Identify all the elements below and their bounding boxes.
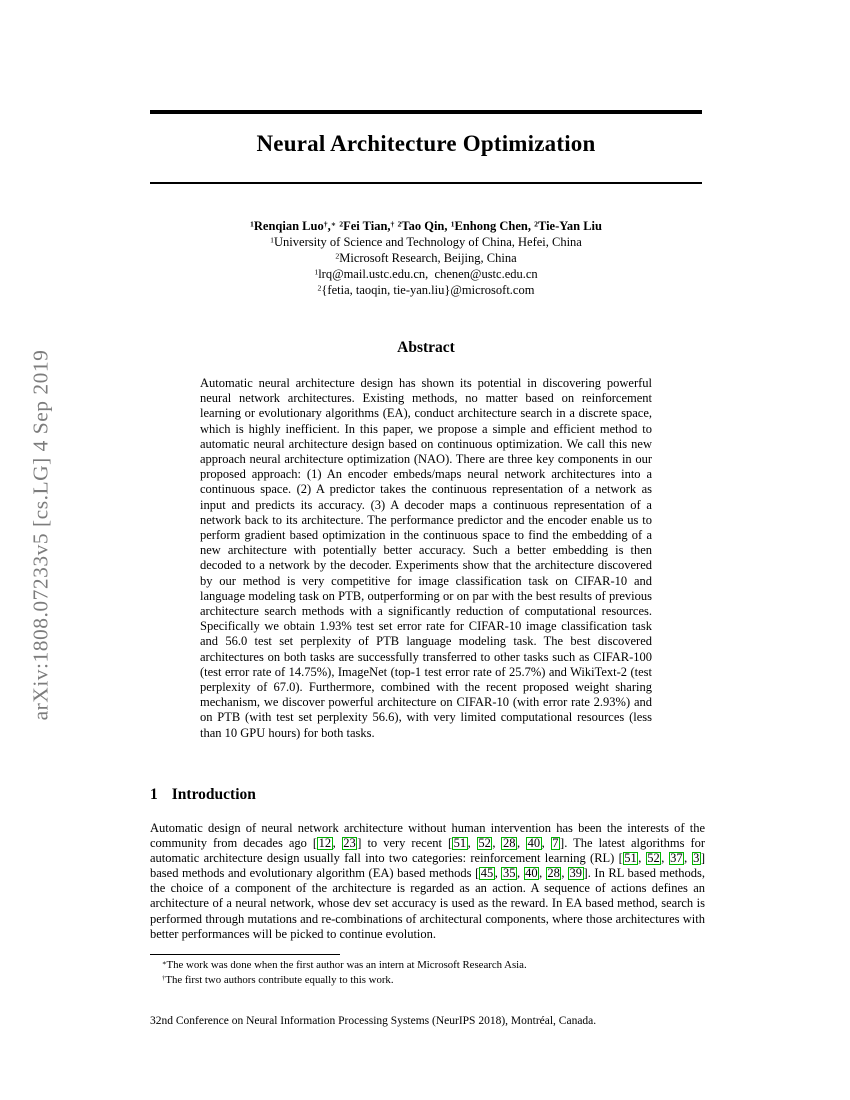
authors-line: $^1$Renqian Luo†,∗ $^2$Fei Tian,† $^2$Tao Qin, $^1$Enhong Chen, $^2$Tie-Yan Liu xyxy=(250,219,602,233)
citation-link[interactable]: 7 xyxy=(552,836,559,851)
footnote-intern: ∗The work was done when the first author was an intern at Microsoft Research Asia. xyxy=(162,959,527,971)
citation-link[interactable]: 51 xyxy=(453,836,467,851)
citation-link[interactable]: 40 xyxy=(527,836,541,851)
section-number: 1 xyxy=(150,786,158,803)
citation-link[interactable]: 39 xyxy=(569,866,583,881)
footnote-rule xyxy=(150,954,340,955)
author-block xyxy=(150,218,702,298)
citation-link[interactable]: 23 xyxy=(343,836,356,851)
intro-paragraph: Automatic design of neural network architecture without human intervention has been the interests of the community from decades ago [ 12 , 23 ] to very recent [ 51 , 52 , 28 , 40 , 7 ]. The latest algorithms for automatic architecture design usually fall into two categories: reinforcement learning (RL) [ 51 , 52 , 37 , 3 ] based methods and evolutionary algorithm (EA) based methods [ 45 , 35 , 40 , 28 , 39 ]. In RL based methods, the choice of a component of the architecture is regarded as an action. A sequence of actions defines an architecture of a neural network, whose dev set accuracy is used as the reward. In EA based method, search is performed through mutations and re-combinations of architectural components, where those architectures with better performances will be picked to continue evolution. xyxy=(150,821,706,941)
citation-link[interactable]: 3 xyxy=(693,851,700,866)
title-rule-top xyxy=(150,110,702,114)
section-heading-introduction xyxy=(150,786,702,804)
abstract-heading: Abstract xyxy=(397,339,455,356)
citation-link[interactable]: 51 xyxy=(624,851,637,866)
conference-footer: 32nd Conference on Neural Information Processing Systems (NeurIPS 2018), Montréal, Canada. xyxy=(150,1015,597,1027)
citation-link[interactable]: 12 xyxy=(318,836,332,851)
author-emails-microsoft: $^2${fetia, taoqin, tie-yan.liu}@microsoft.com xyxy=(317,283,535,297)
affiliation-microsoft: $^2$Microsoft Research, Beijing, China xyxy=(335,251,517,265)
title-rule-bottom xyxy=(150,182,702,184)
section-title: Introduction xyxy=(171,786,256,803)
abstract-text: Automatic neural architecture design has shown its potential in discovering powerful neural network architectures. Existing methods, no matter based on reinforcement learning or evolutionary algorithms (EA), conduct architecture search in a discrete space, which is highly inefficient. In this paper, we propose a simple and efficient method to automatic neural architecture design based on continuous optimization. We call this new approach neural architecture optimization (NAO). There are three key components in our proposed approach: (1) An encoder embeds/maps neural network architectures into a continuous space. (2) A predictor takes the continuous representation of a network as input and predicts its accuracy. (3) A decoder maps a continuous representation of a network back to its architecture. The performance predictor and the encoder enable us to perform gradient based optimization in the continuous space to find the embedding of a new architecture with potentially better accuracy. Such a better embedding is then decoded to a network by the decoder. Experiments show that the architecture discovered by our method is very competitive for image classification task on CIFAR-10 and language modeling task on PTB, outperforming or on par with the best results of previous architecture search methods with a significantly reduction of computational resources. Specifically we obtain 1.93% test set error rate for CIFAR-10 image classification task and 56.0 test set perplexity of PTB language modeling task. The best discovered architectures on both tasks are successfully transferred to other tasks such as CIFAR-100 (test error rate of 14.75%), ImageNet (top-1 test error rate of 25.7%) and WikiText-2 (test perplexity of 67.0). Furthermore, combined with the recent proposed weight sharing mechanism, we discover powerful architecture on CIFAR-10 (with error rate 2.93%) and on PTB (with test set perplexity 56.6), with very limited computational resources (less than 10 GPU hours) for both tasks. xyxy=(200,376,652,740)
citation-link[interactable]: 28 xyxy=(547,866,560,881)
citation-link[interactable]: 37 xyxy=(670,851,683,866)
citation-link[interactable]: 52 xyxy=(647,851,660,866)
footnote-equal-contribution: †The first two authors contribute equally to this work. xyxy=(162,974,394,986)
paper-title: Neural Architecture Optimization xyxy=(256,131,596,156)
citation-link[interactable]: 52 xyxy=(478,836,491,851)
author-emails-ustc: $^1$lrq@mail.ustc.edu.cn, chenen@ustc.edu.cn xyxy=(314,267,538,281)
citation-link[interactable]: 45 xyxy=(480,866,494,881)
citation-link[interactable]: 28 xyxy=(502,836,516,851)
footnotes xyxy=(150,958,705,988)
citation-link[interactable]: 35 xyxy=(502,866,516,881)
citation-link[interactable]: 40 xyxy=(525,866,538,881)
arxiv-watermark: arXiv:1808.07233v5 [cs.LG] 4 Sep 2019 xyxy=(28,349,53,721)
affiliation-university: $^1$University of Science and Technology of China, Hefei, China xyxy=(270,235,582,249)
